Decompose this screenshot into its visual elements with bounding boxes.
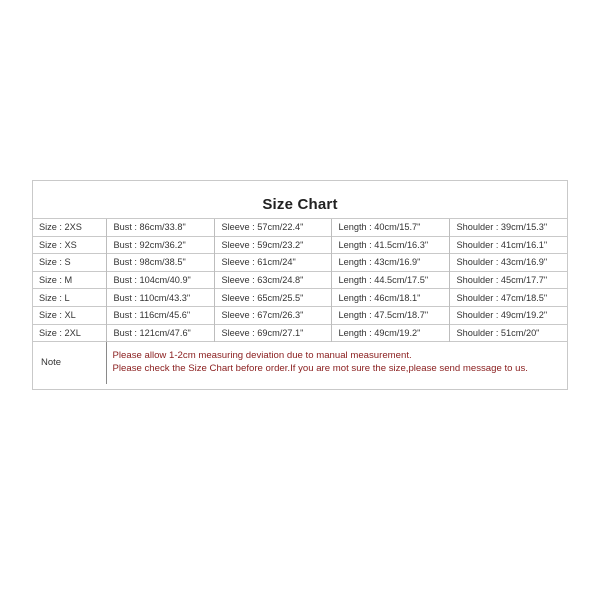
length-cell: Length : 43cm/16.9" xyxy=(331,254,449,272)
bust-cell: Bust : 110cm/43.3" xyxy=(106,289,214,307)
bust-cell: Bust : 104cm/40.9" xyxy=(106,271,214,289)
size-table-body xyxy=(32,219,568,342)
note-line-1: Please allow 1-2cm measuring deviation due to manual measurement. xyxy=(112,350,412,362)
bust-cell: Bust : 92cm/36.2" xyxy=(106,236,214,254)
sleeve-cell: Sleeve : 67cm/26.3" xyxy=(214,306,331,324)
size-cell: Size : S xyxy=(32,254,106,272)
sleeve-cell: Sleeve : 61cm/24" xyxy=(214,254,331,272)
sleeve-cell: Sleeve : 57cm/22.4" xyxy=(214,219,331,237)
table-row xyxy=(32,254,568,272)
table-row xyxy=(32,236,568,254)
size-cell: Size : M xyxy=(32,271,106,289)
note-text xyxy=(106,342,568,384)
size-cell: Size : L xyxy=(32,289,106,307)
table-row xyxy=(32,219,568,237)
bust-cell: Bust : 116cm/45.6" xyxy=(106,306,214,324)
bust-cell: Bust : 98cm/38.5" xyxy=(106,254,214,272)
size-cell: Size : XL xyxy=(32,306,106,324)
shoulder-cell: Shoulder : 39cm/15.3" xyxy=(449,219,568,237)
length-cell: Length : 44.5cm/17.5" xyxy=(331,271,449,289)
chart-title: Size Chart xyxy=(262,196,338,213)
length-cell: Length : 41.5cm/16.3" xyxy=(331,236,449,254)
sleeve-cell: Sleeve : 63cm/24.8" xyxy=(214,271,331,289)
shoulder-cell: Shoulder : 51cm/20" xyxy=(449,324,568,342)
size-cell: Size : XS xyxy=(32,236,106,254)
table-row xyxy=(32,306,568,324)
shoulder-cell: Shoulder : 43cm/16.9" xyxy=(449,254,568,272)
shoulder-cell: Shoulder : 41cm/16.1" xyxy=(449,236,568,254)
shoulder-cell: Shoulder : 47cm/18.5" xyxy=(449,289,568,307)
length-cell: Length : 40cm/15.7" xyxy=(331,219,449,237)
size-cell: Size : 2XL xyxy=(32,324,106,342)
shoulder-cell: Shoulder : 45cm/17.7" xyxy=(449,271,568,289)
sleeve-cell: Sleeve : 65cm/25.5" xyxy=(214,289,331,307)
length-cell: Length : 47.5cm/18.7" xyxy=(331,306,449,324)
length-cell: Length : 46cm/18.1" xyxy=(331,289,449,307)
note-line-2: Please check the Size Chart before order.If you are mot sure the size,please send message to us. xyxy=(112,362,528,374)
table-row xyxy=(32,324,568,342)
shoulder-cell: Shoulder : 49cm/19.2" xyxy=(449,306,568,324)
size-cell: Size : 2XS xyxy=(32,219,106,237)
bust-cell: Bust : 121cm/47.6" xyxy=(106,324,214,342)
table-row xyxy=(32,289,568,307)
note-label: Note xyxy=(32,342,106,384)
size-table xyxy=(32,218,568,384)
length-cell: Length : 49cm/19.2" xyxy=(331,324,449,342)
note-row xyxy=(32,342,568,384)
table-row xyxy=(32,271,568,289)
sleeve-cell: Sleeve : 69cm/27.1" xyxy=(214,324,331,342)
sleeve-cell: Sleeve : 59cm/23.2" xyxy=(214,236,331,254)
bust-cell: Bust : 86cm/33.8" xyxy=(106,219,214,237)
